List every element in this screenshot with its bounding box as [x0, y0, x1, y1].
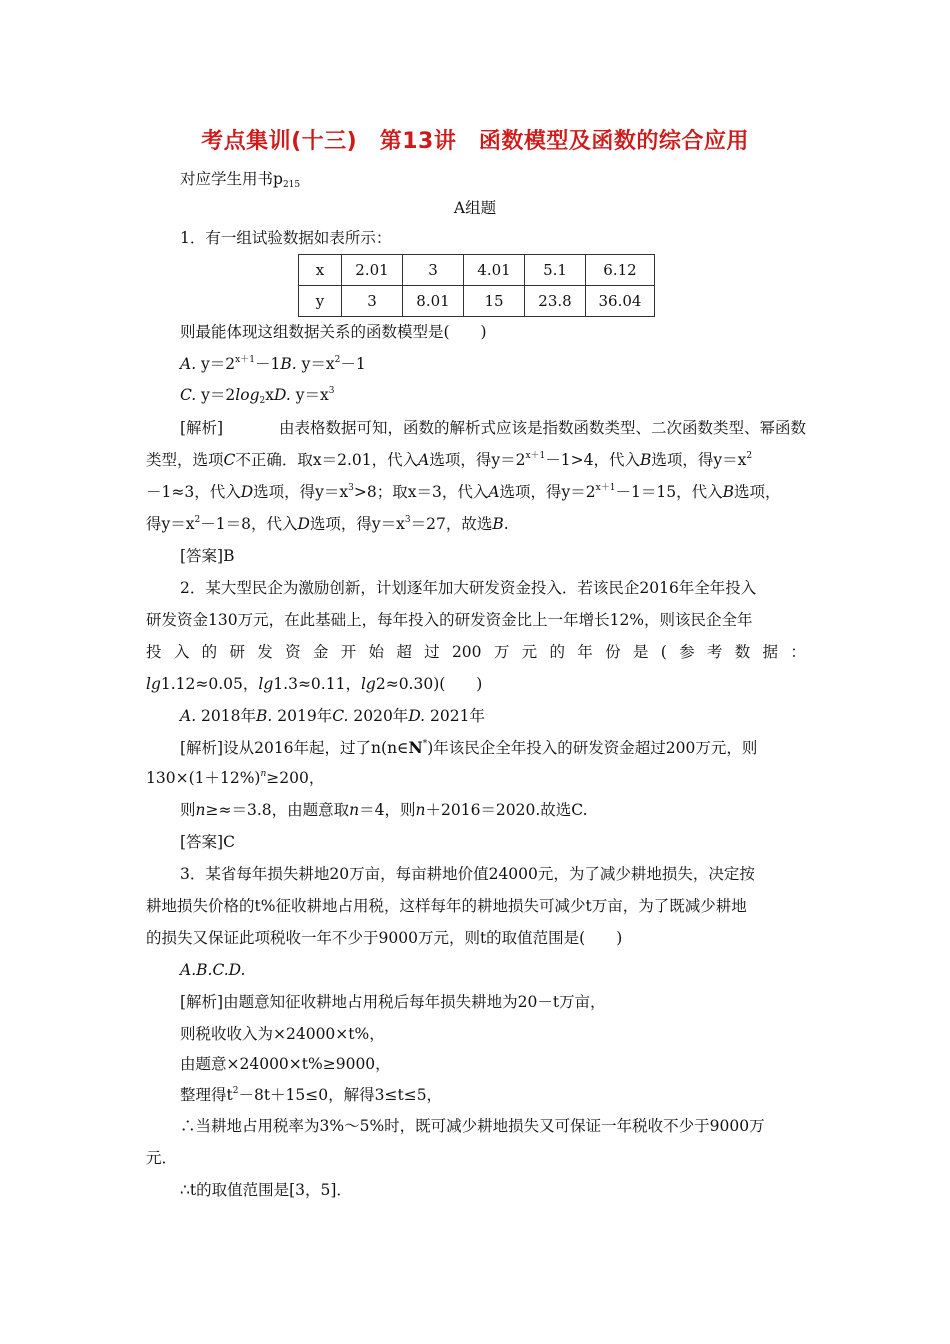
- q1-analysis-line3: －1≈3，代入D选项，得$y=x^3>8$；取x＝3，代入A选项，得$y=2^{x+1}-1=15$，代入B选项，: [146, 483, 781, 501]
- table-cell: 3: [403, 255, 464, 286]
- q1-data-table: [298, 254, 655, 317]
- q2-line4: lg1.12≈0.05，lg1.3≈0.11，lg2≈0.30)( ): [146, 675, 483, 693]
- q2-analysis-line3: 则n≥≈＝3.8，由题意取n＝4，则n＋2016＝2020.故选C.: [180, 801, 588, 819]
- q3-line3: 的损失又保证此项税收一年不少于9000万元，则t的取值范围是( ): [146, 929, 623, 947]
- table-row: [299, 255, 655, 286]
- q3-options: A.B.C.D.: [180, 961, 246, 979]
- group-heading: A组题: [453, 199, 497, 217]
- q1-ask: 则最能体现这组数据关系的函数模型是( ): [180, 323, 487, 341]
- table-cell: 23.8: [525, 286, 586, 317]
- q2-line3: 投 入 的 研 发 资 金 开 始 超 过 200 万 元 的 年 份 是 ( 参 考 数 据 ：: [146, 643, 806, 661]
- q2-analysis-line1: [解析]设从2016年起，过了n(n∈N*)年该民企全年投入的研发资金超过200万元，则: [180, 738, 758, 757]
- q1-options-ab: A. $y=2^{x+1}-1B$. $y=x^2-1$: [180, 355, 366, 373]
- q3-analysis-line6: 元．: [146, 1149, 178, 1167]
- book-reference: 对应学生用书$p_{215}$: [180, 170, 301, 190]
- q1-stem: 1．有一组试验数据如表所示：: [180, 229, 392, 247]
- table-row: [299, 286, 655, 317]
- q3-analysis-line7: ∴t的取值范围是[3，5]．: [180, 1181, 352, 1199]
- table-cell: y: [299, 286, 342, 317]
- table-cell: 36.04: [586, 286, 655, 317]
- q3-line1: 3．某省每年损失耕地20万亩，每亩耕地价值24000元，为了减少耕地损失，决定按: [180, 865, 755, 883]
- table-cell: 15: [464, 286, 525, 317]
- q3-analysis-line5: ∴当耕地占用税率为3%～5%时，既可减少耕地损失又可保证一年税收不少于9000万: [180, 1117, 765, 1135]
- q3-analysis-line4: 整理得$t^2-8t+15\le 0$，解得3≤t≤5，: [180, 1086, 443, 1104]
- table-cell: 3: [342, 286, 403, 317]
- q3-analysis-line3: 由题意×24000×t%≥9000，: [180, 1055, 391, 1073]
- q1-analysis-line1: [解析] 由表格数据可知，函数的解析式应该是指数函数类型、二次函数类型、幂函数: [180, 419, 806, 437]
- q3-analysis-line1: [解析]由题意知征收耕地占用税后每年损失耕地为20－t万亩，: [180, 993, 606, 1011]
- q3-analysis-line2: 则税收收入为×24000×t%，: [180, 1025, 385, 1043]
- table-cell: 2.01: [342, 255, 403, 286]
- table-cell: 6.12: [586, 255, 655, 286]
- q1-options-cd: C. $y=2\log_2xD$. $y=x^3$: [180, 386, 335, 406]
- page-title: 考点集训(十三) 第13讲 函数模型及函数的综合应用: [201, 129, 749, 154]
- q1-analysis-line4: 得$y=x^2-1=8$，代入D选项，得$y=x^3=27$，故选B.: [146, 515, 509, 533]
- q1-answer: [答案]B: [180, 547, 235, 565]
- table-cell: 8.01: [403, 286, 464, 317]
- q2-analysis-line2: $130\times(1+12\%)^n\ge 200$，: [146, 769, 325, 787]
- q2-line1: 2．某大型民企为激励创新，计划逐年加大研发资金投入．若该民企2016年全年投入: [180, 579, 757, 597]
- table-cell: 5.1: [525, 255, 586, 286]
- q1-analysis-line2: 类型，选项C不正确．取x＝2.01，代入A选项，得$y=2^{x+1}-1>4$，代入B选项，得$y=x^2$: [146, 451, 753, 469]
- q3-line2: 耕地损失价格的t%征收耕地占用税，这样每年的耕地损失可减少t万亩，为了既减少耕地: [146, 897, 747, 915]
- table-cell: 4.01: [464, 255, 525, 286]
- q2-answer: [答案]C: [180, 833, 235, 851]
- table-cell: x: [299, 255, 342, 286]
- q2-line2: 研发资金130万元，在此基础上，每年投入的研发资金比上一年增长12%，则该民企全年: [146, 611, 753, 629]
- q2-options: A. 2018年B. 2019年C. 2020年D. 2021年: [180, 707, 485, 725]
